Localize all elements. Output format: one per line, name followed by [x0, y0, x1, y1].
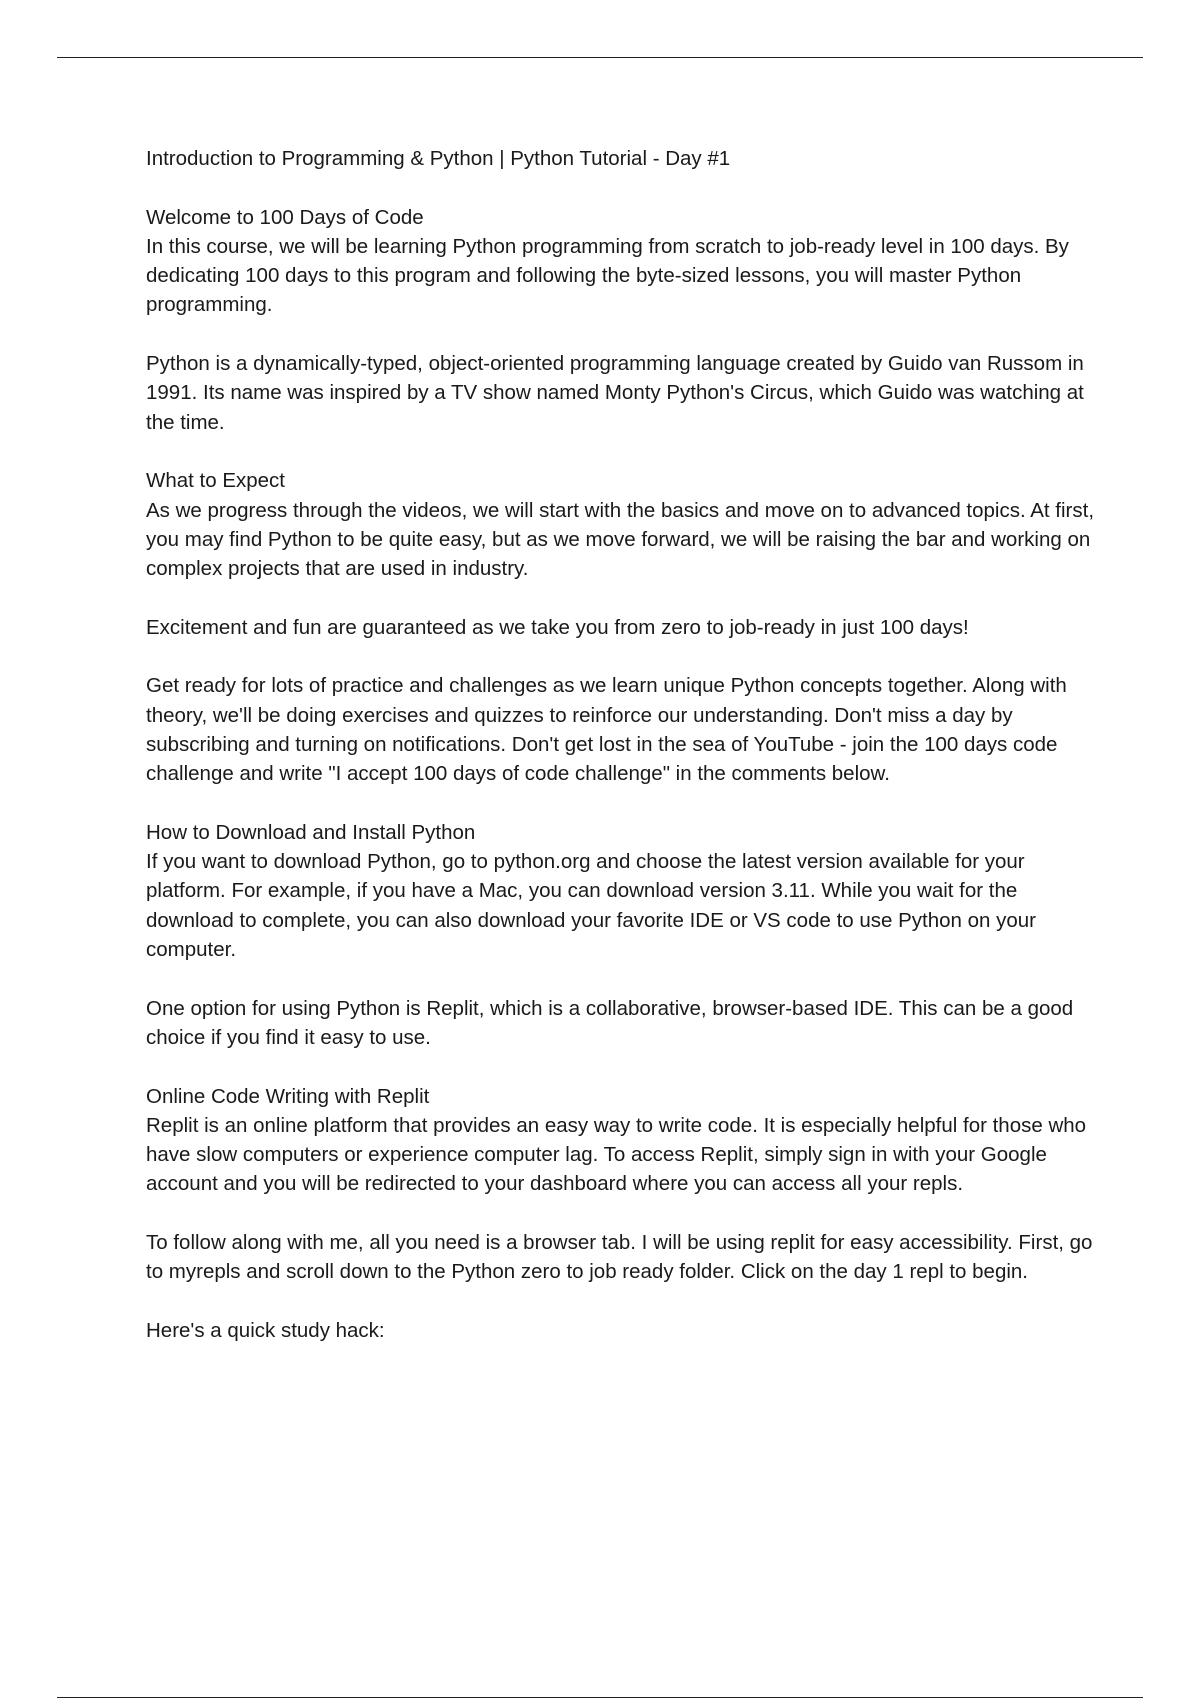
document-title: Introduction to Programming & Python | Python Tutorial - Day #1 — [146, 147, 731, 170]
bottom-rule — [57, 1697, 1143, 1698]
paragraph: Replit is an online platform that provides an easy way to write code. It is especially helpful for those who have slow computers or experience computer lag. To access Replit, simply sign in with your Google account and you will be redirected to your dashboard where you can access all your repls. — [146, 1113, 1087, 1196]
section-welcome — [146, 203, 1096, 320]
paragraph: Here's a quick study hack: — [146, 1318, 385, 1342]
section-heading: How to Download and Install Python — [146, 820, 476, 844]
section-heading: Online Code Writing with Replit — [146, 1084, 430, 1108]
section-heading: Welcome to 100 Days of Code — [146, 205, 424, 229]
section-replit — [146, 1082, 1096, 1199]
section-what-to-expect — [146, 466, 1096, 583]
paragraph: As we progress through the videos, we will start with the basics and move on to advanced topics. At first, you may find Python to be quite easy, but as we move forward, we will be raising the bar and working on complex projects that are used in industry. — [146, 498, 1095, 581]
section-download-install — [146, 818, 1096, 964]
paragraph: Excitement and fun are guaranteed as we take you from zero to job-ready in just 100 days! — [146, 615, 969, 639]
paragraph: One option for using Python is Replit, which is a collaborative, browser-based IDE. This can be a good choice if you find it easy to use. — [146, 996, 1074, 1049]
paragraph: In this course, we will be learning Python programming from scratch to job-ready level in 100 days. By dedicating 100 days to this program and following the byte-sized lessons, you will master Python programming. — [146, 234, 1069, 317]
paragraph: If you want to download Python, go to python.org and choose the latest version available for your platform. For example, if you have a Mac, you can download version 3.11. While you wait for the download to complete, you can also download your favorite IDE or VS code to use Python on your computer. — [146, 850, 1036, 962]
top-rule — [57, 57, 1143, 58]
document-body — [146, 144, 1096, 1374]
section-heading: What to Expect — [146, 469, 286, 493]
paragraph: To follow along with me, all you need is a browser tab. I will be using replit for easy accessibility. First, go to myrepls and scroll down to the Python zero to job ready folder. Click on the day 1 repl to begin. — [146, 1230, 1093, 1284]
paragraph: Python is a dynamically-typed, object-oriented programming language created by Guido van Russom in 1991. Its name was inspired by a TV show named Monty Python's Circus, which Guido was watching at the time. — [146, 352, 1084, 434]
paragraph: Get ready for lots of practice and challenges as we learn unique Python concepts together. Along with theory, we'll be doing exercises and quizzes to reinforce our understanding. Don't miss a day by subscribing and turning on notifications. Don't get lost in the sea of YouTube - join the 100 days code challenge and write "I accept 100 days of code challenge" in the comments below. — [146, 674, 1067, 786]
